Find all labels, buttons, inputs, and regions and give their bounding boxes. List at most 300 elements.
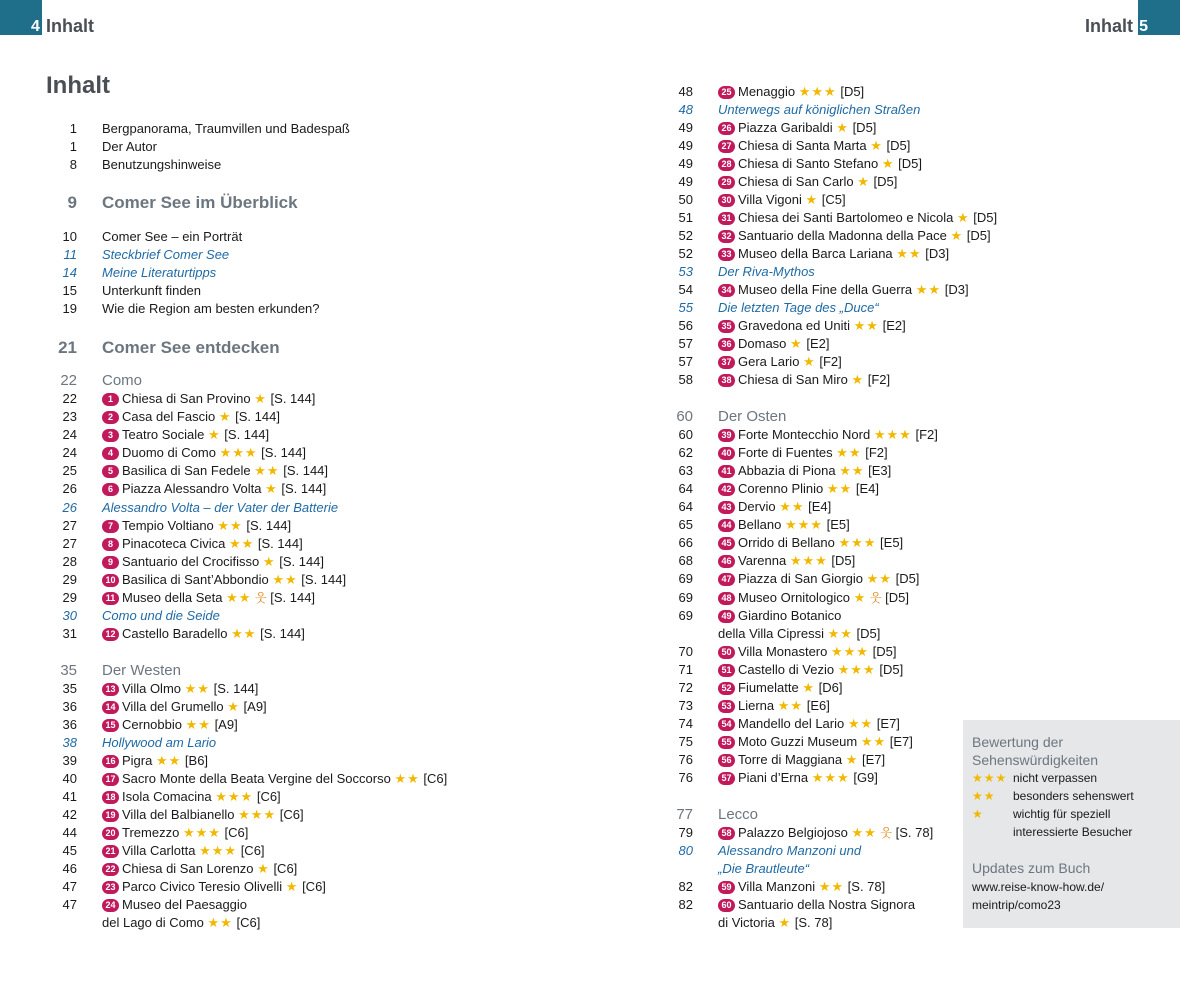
sight-number-badge: 41 [718,465,735,478]
toc-page-number: 62 [678,445,693,460]
toc-page-number: 80 [678,843,693,858]
toc-entry-content [102,282,201,299]
map-reference: [E4] [855,481,879,496]
map-reference: [E7] [889,734,913,749]
toc-entry-content [102,662,181,680]
toc-entry-title: Museo della Fine della Guerra [738,282,913,297]
toc-entry-content [718,173,897,190]
toc-entry-content [102,480,326,497]
toc-page-number: 9 [67,193,77,212]
toc-entry-title: Lecco [718,806,759,823]
toc-page-number: 19 [62,301,77,316]
sight-number-badge: 45 [718,537,735,550]
toc-entry-content [718,317,906,334]
toc-page-number: 60 [676,408,693,425]
toc-entry-title: Benutzungshinweise [102,157,222,172]
toc-page-number: 28 [62,554,77,569]
toc-page-number: 29 [62,572,77,587]
toc-entry-title: Cernobbio [122,717,182,732]
map-reference: [D5] [856,626,881,641]
toc-page-number: 26 [62,481,77,496]
rating-stars-icon: ★★★ [219,445,258,460]
toc-entry-content [102,499,338,516]
toc-page-number: 47 [62,879,77,894]
rating-stars-icon: ★★ [818,879,845,894]
rating-stars-icon: ★★★ [215,789,254,804]
rating-stars-icon: ★★★ [798,84,837,99]
map-reference: [D5] [852,120,877,135]
toc-page-number: 53 [678,264,693,279]
legend-url-line2: meintrip/como23 [972,898,1061,912]
map-reference: [A9] [243,699,267,714]
toc-entry-content [718,480,879,497]
sight-number-badge: 46 [718,555,735,568]
sight-number-badge: 14 [102,701,119,714]
toc-page-number: 50 [678,192,693,207]
rating-stars-icon: ★★ [827,626,853,641]
toc-page-number: 8 [69,157,77,172]
toc-entry-content [102,193,298,213]
rating-legend-box [963,720,1180,928]
sight-number-badge: 31 [718,212,735,225]
rating-stars-icon: ★ [262,554,276,569]
sight-number-badge: 47 [718,573,735,586]
sight-number-badge: 56 [718,754,735,767]
map-reference: [C6] [240,843,265,858]
left-page-number: 4 [31,18,40,35]
toc-entry-content [718,444,888,461]
toc-page-number: 64 [678,481,693,496]
toc-page-number: 69 [678,590,693,605]
toc-entry-title: Varenna [738,553,787,568]
map-reference: [E2] [882,318,906,333]
toc-page-number: 79 [678,825,693,840]
sight-number-badge: 39 [718,429,735,442]
toc-page-number: 51 [678,210,693,225]
toc-entry-title: Santuario del Crocifisso [122,554,260,569]
toc-page-number: 58 [678,372,693,387]
toc-entry-content [102,806,304,823]
rating-stars-icon: ★★★ [831,644,869,659]
toc-entry-content [102,120,350,137]
toc-page-number: 56 [678,318,693,333]
toc-entry-content [718,733,913,750]
toc-page-number: 27 [62,536,77,551]
toc-page-number: 27 [62,518,77,533]
toc-entry-title: Museo della Barca Lariana [738,246,893,261]
toc-entry-content [718,83,864,100]
toc-page-number: 22 [60,372,77,389]
toc-entry-content [718,498,831,515]
toc-entry-title: Castello di Vezio [738,662,835,677]
rating-stars-icon: ★ [805,192,819,207]
page-title: Inhalt [46,72,110,99]
map-reference: [S. 144] [260,626,305,641]
rating-stars-icon: ★★ [207,915,233,930]
toc-entry-title: Museo del Paesaggio [122,897,248,912]
map-reference: [E5] [826,517,850,532]
rating-stars-icon: ★★ [860,734,887,749]
rating-stars-icon: ★★ [851,825,877,840]
map-reference: [S. 144] [283,463,329,478]
map-reference: [C6] [224,825,249,840]
toc-page-number: 35 [62,681,77,696]
map-reference: [C6] [256,789,281,804]
sight-number-badge: 38 [718,374,735,387]
legend-two-stars-label: besonders sehenswert [1013,789,1134,803]
toc-entry-title: Chiesa di Santa Marta [738,138,867,153]
toc-page-number: 45 [62,843,77,858]
toc-entry-content [718,860,809,877]
toc-entry-content [718,589,909,607]
toc-entry-title: Villa Manzoni [738,879,816,894]
toc-entry-content [718,281,969,298]
sight-number-badge: 1 [102,393,119,406]
toc-entry-content [718,570,919,587]
toc-entry-title: Orrido di Bellano [738,535,835,550]
rating-stars-icon: ★★★ [199,843,238,858]
rating-stars-icon: ★ [845,752,859,767]
rating-stars-icon: ★★ [866,571,892,586]
toc-page-number: 72 [678,680,693,695]
toc-entry-content [718,119,876,136]
toc-page-number: 65 [678,517,693,532]
toc-entry-title: Sacro Monte della Beata Vergine del Soccorso [122,771,391,786]
sight-number-badge: 30 [718,194,735,207]
sight-number-badge: 17 [102,773,119,786]
sight-number-badge: 40 [718,447,735,460]
toc-entry-content [102,264,216,281]
toc-entry-content [102,246,229,263]
sight-number-badge: 57 [718,772,735,785]
rating-stars-icon: ★★ [847,716,874,731]
toc-page-number: 11 [63,247,77,262]
sight-number-badge: 52 [718,682,735,695]
toc-entry-title: Gera Lario [738,354,800,369]
toc-entry-content [102,878,326,895]
toc-entry-title: Chiesa di Santo Stefano [738,156,879,171]
sight-number-badge: 43 [718,501,735,514]
rating-stars-icon: ★★ [839,463,865,478]
toc-entry-content [102,408,280,425]
toc-entry-title: Meine Literaturtipps [102,265,217,280]
map-reference: [S. 144] [246,518,292,533]
toc-entry-content [718,371,890,388]
rating-stars-icon: ★ [790,336,803,351]
map-reference: [C6] [302,879,326,894]
toc-entry-title: Der Westen [102,662,181,679]
toc-entry-title: Comer See – ein Porträt [102,229,243,244]
toc-entry-content [718,769,878,786]
toc-page-number: 60 [678,427,693,442]
map-reference: [F2] [867,372,891,387]
toc-entry-title: Alessandro Manzoni und [718,843,862,858]
toc-page-number: 31 [62,626,77,641]
rating-stars-icon: ★★ [853,318,879,333]
map-reference: [D6] [818,680,843,695]
toc-entry-content [102,625,305,642]
map-reference: [S. 144] [261,445,306,460]
toc-entry-title: Museo Ornitologico [738,590,850,605]
toc-entry-title: Como und die Seide [102,608,220,623]
toc-page-number: 74 [678,716,693,731]
left-running-head: Inhalt [46,16,94,36]
toc-entry-title: Piazza Garibaldi [738,120,833,135]
toc-page-number: 82 [678,879,693,894]
toc-entry-content [718,625,880,642]
toc-entry-content [102,462,328,479]
rating-stars-icon: ★ [254,391,267,406]
toc-entry-title: Como [102,372,143,389]
toc-entry-content [718,209,997,226]
child-friendly-icon: 웃 [880,826,893,840]
toc-entry-title: Villa Vigoni [738,192,802,207]
toc-page-number: 49 [678,120,693,135]
sight-number-badge: 22 [102,863,119,876]
sight-number-badge: 55 [718,736,735,749]
toc-entry-content [718,245,949,262]
sight-number-badge: 59 [718,881,735,894]
legend-three-stars-icon: ★★★ [972,771,1008,785]
rating-stars-icon: ★ [836,120,849,135]
map-reference: [D5] [831,553,856,568]
map-reference: [S. 144] [301,572,347,587]
sight-number-badge: 4 [102,447,119,460]
toc-page-number: 10 [62,229,77,244]
toc-page-number: 1 [69,121,77,136]
map-reference: [E6] [806,698,830,713]
rating-stars-icon: ★★ [272,572,298,587]
toc-entry-title: Moto Guzzi Museum [738,734,858,749]
map-reference: [S. 78] [895,825,934,840]
right-page-number: 5 [1139,18,1148,35]
toc-page-number: 52 [678,246,693,261]
toc-entry-title: Piani d’Erna [738,770,809,785]
sight-number-badge: 34 [718,284,735,297]
sight-number-badge: 33 [718,248,735,261]
map-reference: [D5] [886,138,911,153]
legend-one-star-icon: ★ [972,807,984,821]
map-reference: [E5] [880,535,904,550]
toc-entry-content [718,263,815,280]
toc-page-number: 39 [62,753,77,768]
toc-entry-title: Casa del Fascio [122,409,216,424]
toc-entry-title: Bergpanorama, Traumvillen und Badespaß [102,121,350,136]
toc-page-number: 35 [60,662,77,679]
rating-stars-icon: ★★★ [837,662,876,677]
toc-entry-title: Santuario della Nostra Signora [738,897,916,912]
sight-number-badge: 11 [102,592,119,605]
toc-entry-title: del Lago di Como [102,915,204,930]
toc-page-number: 57 [678,336,693,351]
toc-entry-content [102,444,306,461]
rating-stars-icon: ★★ [217,518,243,533]
map-reference: [D5] [973,210,998,225]
rating-stars-icon: ★★★ [873,427,912,442]
toc-entry-content [718,534,903,551]
rating-stars-icon: ★ [870,138,883,153]
toc-entry-content [718,715,900,732]
toc-page-number: 49 [678,156,693,171]
toc-entry-title: della Villa Cipressi [718,626,824,641]
toc-page-number: 24 [62,445,77,460]
toc-entry-content [718,914,832,931]
sight-number-badge: 6 [102,483,119,496]
toc-entry-title: Isola Comacina [122,789,212,804]
toc-page-number: 41 [62,789,77,804]
toc-entry-content [102,589,315,607]
sight-number-badge: 2 [102,411,119,424]
toc-entry-content [102,517,291,534]
toc-entry-title: Menaggio [738,84,796,99]
sight-number-badge: 19 [102,809,119,822]
toc-page-number: 63 [678,463,693,478]
sight-number-badge: 5 [102,465,119,478]
toc-entry-title: „Die Brautleute“ [718,861,810,876]
toc-entry-content [102,300,320,317]
toc-page-number: 77 [676,806,693,823]
map-reference: [C5] [821,192,846,207]
toc-page-number: 48 [678,84,693,99]
toc-page-number: 76 [678,752,693,767]
toc-entry-content [718,607,841,624]
map-reference: [E2] [806,336,830,351]
toc-entry-content [718,661,903,678]
map-reference: [D3] [925,246,950,261]
toc-entry-content [718,462,891,479]
sight-number-badge: 49 [718,610,735,623]
rating-stars-icon: ★★ [184,681,210,696]
toc-entry-content [718,516,850,533]
toc-page-number: 42 [62,807,77,822]
toc-entry-title: Torre di Maggiana [738,752,843,767]
toc-page-number: 44 [62,825,77,840]
rating-stars-icon: ★ [857,174,870,189]
rating-stars-icon: ★★ [155,753,182,768]
toc-entry-title: Comer See im Überblick [102,193,298,212]
toc-entry-title: Forte Montecchio Nord [738,427,871,442]
toc-entry-title: Der Osten [718,408,787,425]
toc-entry-title: Pigra [122,753,153,768]
toc-entry-content [718,751,885,768]
toc-entry-content [102,716,238,733]
toc-entry-content [718,806,758,824]
toc-entry-title: Comer See entdecken [102,338,280,357]
child-friendly-icon: 웃 [869,591,882,605]
legend-one-star-label: wichtig für speziell [1013,807,1111,821]
toc-entry-content [718,842,861,859]
toc-entry-content [102,914,260,931]
sight-number-badge: 20 [102,827,119,840]
toc-entry-content [718,426,938,443]
sight-number-badge: 50 [718,646,735,659]
rating-stars-icon: ★★ [228,536,255,551]
toc-page-number: 47 [62,897,77,912]
sight-number-badge: 37 [718,356,735,369]
sight-number-badge: 9 [102,556,119,569]
sight-number-badge: 32 [718,230,735,243]
sight-number-badge: 42 [718,483,735,496]
rating-stars-icon: ★ [227,699,240,714]
toc-entry-content [102,860,297,877]
toc-page-number: 69 [678,571,693,586]
toc-entry-title: Fiumelatte [738,680,799,695]
sight-number-badge: 26 [718,122,735,135]
map-reference: [C6] [423,771,448,786]
toc-entry-title: Pinacoteca Civica [122,536,226,551]
toc-entry-title: Mandello del Lario [738,716,845,731]
toc-entry-content [102,824,248,841]
toc-entry-title: Teatro Sociale [122,427,205,442]
sight-number-badge: 24 [102,899,119,912]
toc-page-number: 22 [62,391,77,406]
toc-entry-title: Villa del Grumello [122,699,224,714]
map-reference: [S. 144] [279,554,325,569]
toc-page-number: 46 [62,861,77,876]
rating-stars-icon: ★★★ [789,553,828,568]
toc-entry-content [718,896,915,913]
map-reference: [D5] [898,156,922,171]
toc-entry-content [718,299,879,316]
rating-stars-icon: ★ [208,427,221,442]
toc-entry-title: Der Autor [102,139,157,154]
child-friendly-icon: 웃 [255,591,267,605]
toc-entry-content [718,643,896,660]
toc-entry-title: Domaso [738,336,787,351]
map-reference: [B6] [184,753,209,768]
toc-entry-title: di Victoria [718,915,775,930]
sight-number-badge: 18 [102,791,119,804]
map-reference: [D5] [885,590,909,605]
rating-stars-icon: ★ [802,680,815,695]
toc-entry-title: Chiesa dei Santi Bartolomeo e Nicola [738,210,954,225]
map-reference: [S. 78] [794,915,833,930]
toc-page-number: 82 [678,897,693,912]
toc-entry-title: Villa Olmo [122,681,182,696]
sight-number-badge: 60 [718,899,735,912]
map-reference: [F2] [915,427,938,442]
sight-number-badge: 58 [718,827,735,840]
map-reference: [S. 144] [235,409,280,424]
toc-page-number: 21 [58,338,77,357]
rating-stars-icon: ★★ [231,626,257,641]
toc-page-number: 23 [62,409,77,424]
toc-page-number: 73 [678,698,693,713]
toc-entry-title: Palazzo Belgiojoso [738,825,848,840]
rating-stars-icon: ★ [950,228,964,243]
sight-number-badge: 44 [718,519,735,532]
toc-entry-title: Villa del Balbianello [122,807,235,822]
map-reference: [C6] [273,861,298,876]
toc-page-number: 75 [678,734,693,749]
toc-entry-title: Duomo di Como [122,445,216,460]
toc-entry-content [102,535,303,552]
rating-stars-icon: ★★★ [182,825,221,840]
toc-entry-title: Castello Baradello [122,626,228,641]
toc-entry-title: Wie die Region am besten erkunden? [102,301,320,316]
toc-entry-content [102,788,281,805]
sight-number-badge: 23 [102,881,119,894]
toc-entry-content [718,137,910,154]
toc-entry-title: Abbazia di Piona [738,463,836,478]
toc-entry-title: Tremezzo [122,825,180,840]
map-reference: [D5] [895,571,920,586]
toc-page-number: 70 [678,644,693,659]
sight-number-badge: 28 [718,158,735,171]
map-reference: [E4] [808,499,832,514]
rating-stars-icon: ★ [956,210,970,225]
toc-entry-content [718,824,933,842]
